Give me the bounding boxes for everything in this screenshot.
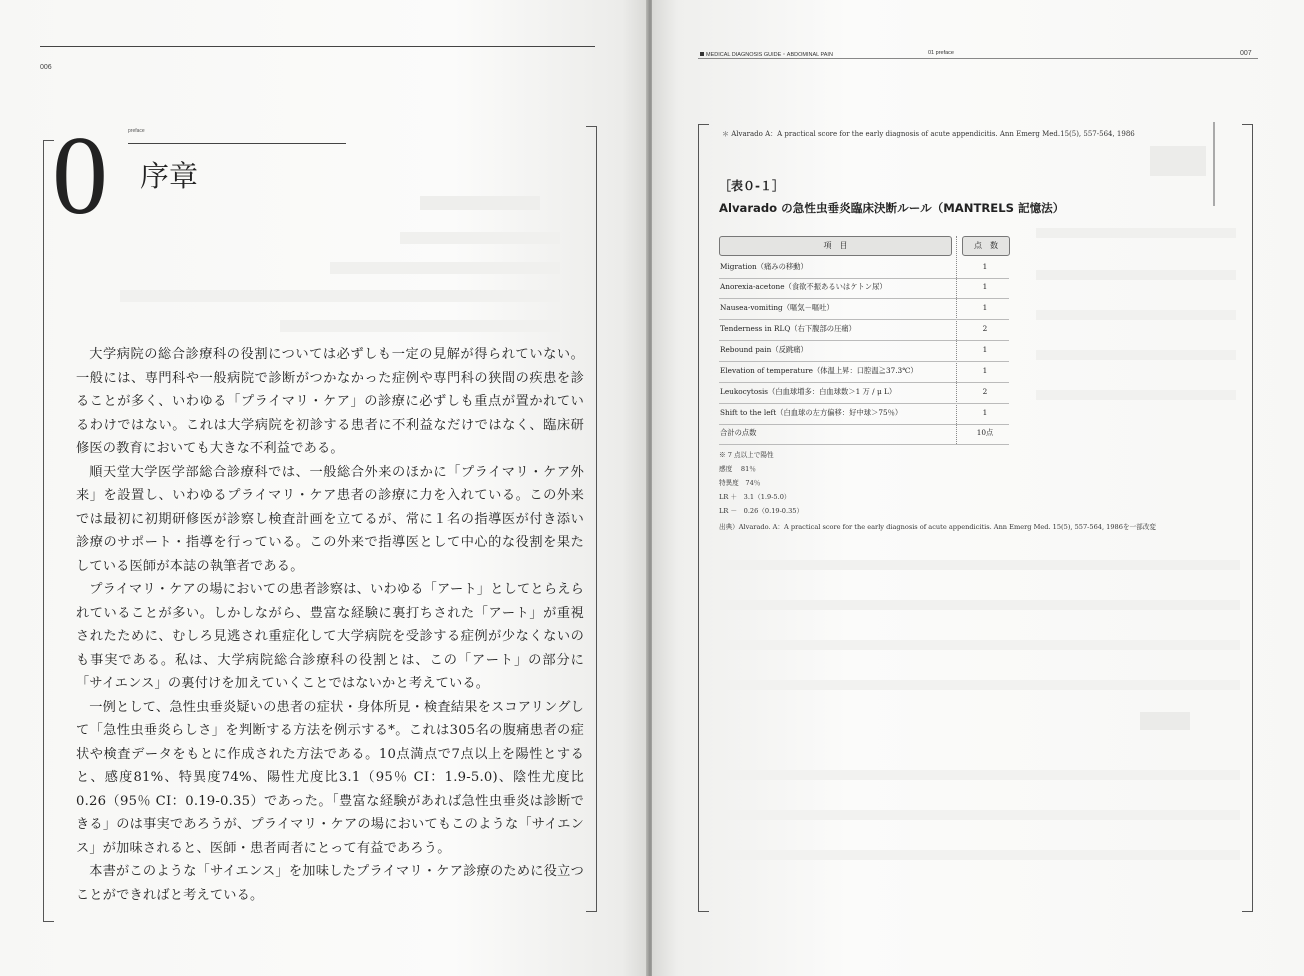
table-row [719,258,1009,279]
right-frame-bracket [586,126,597,912]
footnote-reference: ＊ Alvarado A：A practical score for the early diagnosis of acute appendicitis. Ann Emerg Med.15(5), 557-564, 1986 [722,130,1135,138]
running-rule [698,58,1258,59]
table-note: ※ 7 点以上で陽性 [719,451,774,459]
show-through-block [420,196,540,210]
paragraph: プライマリ・ケアの場においての患者診察は、いわゆる「アート」としてとらえられていることが多い。しかしながら、豊富な経験に裏打ちされた「アート」が重視されたために、むしろ見逃され重症化して大学病院を受診する症例が少なくないのも事実である。私は、大学病院総合診療科の役割とは、この「アート」の部分に「サイエンス」の裏付けを加えていくことではないかと考えている。 [76,582,584,691]
table-title: Alvarado の急性虫垂炎臨床決断ルール（MANTRELS 記憶法） [719,201,1065,215]
table-header-item: 項 目 [719,236,952,256]
table-note: 感度 81％ [719,465,756,473]
running-head-section: 01 preface [928,50,954,56]
right-page [652,0,1304,976]
table-row [719,362,1009,383]
row-item: Anorexia-acetone（食欲不振あるいはケトン尿） [720,282,887,291]
row-item: Elevation of temperature（体温上昇：口腔温≧37.3℃） [720,366,918,375]
show-through-block [1036,270,1236,280]
show-through-block [720,810,1240,820]
show-through-block [280,320,560,332]
table-row [719,320,1009,341]
chapter-number: 0 [52,114,108,238]
row-item: Shift to the left（白血球の左方偏移：好中球＞75％） [720,408,903,417]
row-item: Rebound pain（反跳痛） [720,345,808,354]
table-row [719,404,1009,425]
running-rule [40,46,595,47]
row-score: 1 [982,345,988,354]
show-through-block [1036,350,1236,360]
row-item: Leukocytosis（白血球増多：白血球数＞1 万 / μ L） [720,387,897,396]
show-through-heading [1150,146,1206,176]
table-note: LR － 0.26（0.19-0.35） [719,507,804,515]
show-through-block [1140,712,1190,730]
paragraph: 順天堂大学医学部総合診療科では、一般総合外来のほかに「プライマリ・ケア外来」を設置し、いわゆるプライマリ・ケア患者の診療に力を入れている。この外来では最初に初期研修医が診察し検査計画を立てるが、常に１名の指導医が付き添い診療のサポート・指導を行っている。この外来で指導医として中心的な役割を果たしている医師が本誌の執筆者である。 [76,464,584,574]
row-score: 1 [982,408,988,417]
row-score: 1 [982,262,988,271]
chapter-rule [128,143,346,144]
paragraph: 一例として、急性虫垂炎疑いの患者の症状・身体所見・検査結果をスコアリングして「急性虫垂炎らしさ」を判断する方法を例示する*。これは305名の腹痛患者の症状や検査データをもとに作成された方法である。10点満点で7点以上を陽性とすると、感度81%、特異度74%、陽性尤度比3.1（95％ CI：1.9-5.0)、陰性尤度比0.26（95％ CI：0.19-0.35）であった。「豊富な経験があれば急性虫垂炎は診断できる」のは事実であろうが、プライマリ・ケアの場においてもこのような「サイエンス」が加味されると、医師・患者両者にとって有益であろう。 [76,699,584,856]
table-row-total [719,424,1009,445]
row-score: 2 [982,387,988,396]
table-note: LR ＋ 3.1（1.9-5.0） [719,493,791,501]
show-through-block [1036,310,1236,320]
row-score: 2 [982,324,988,333]
table-note: 特異度 74％ [719,479,761,487]
show-through-block [330,262,560,274]
show-through-block [720,640,1240,650]
show-through-block [720,680,1240,690]
row-item: Tenderness in RLQ（右下腹部の圧痛） [720,324,856,333]
show-through-block [720,770,1240,780]
running-head: MEDICAL DIAGNOSIS GUIDE・ABDOMINAL PAIN [700,50,833,58]
row-score: 1 [982,366,988,375]
left-frame-bracket [698,124,709,912]
row-item: Migration（痛みの移動） [720,262,808,271]
chapter-label: preface [128,128,145,134]
table-label: ［表０-１］ [719,179,784,193]
table-row [719,278,1009,299]
show-through-block [1036,390,1236,400]
table-source: 出典）Alvarado. A：A practical score for the early diagnosis of acute appendicitis. Ann Emerg Med. 15(5), 557-564, 1986を一部改変 [719,523,1156,531]
table-row [719,341,1009,362]
right-page-number: 007 [1240,50,1252,57]
show-through-block [720,600,1240,610]
row-score: 10点 [976,428,994,437]
table-row [719,299,1009,320]
paragraph: 本書がこのような「サイエンス」を加味したプライマリ・ケア診療のために役立つことができればと考えている。 [76,864,584,903]
square-bullet-icon [700,52,704,56]
show-through-block [720,560,1240,570]
show-through-block [120,290,560,302]
left-page [0,0,648,976]
right-frame-bracket [1242,124,1253,912]
chapter-title: 序章 [140,159,199,193]
row-score: 1 [982,282,988,291]
show-through-block [1036,228,1236,238]
left-page-number: 006 [40,64,52,71]
left-frame-bracket [43,140,54,922]
show-through-block [720,850,1240,860]
table-row [719,383,1009,404]
row-score: 1 [982,303,988,312]
table-header-score: 点 数 [962,236,1010,256]
paragraph: 大学病院の総合診療科の役割については必ずしも一定の見解が得られていない。一般には、専門科や一般病院で診断がつかなかった症例や専門科の狭間の疾患を診ることが多く、いわゆる「プライマリ・ケア」の診療に必ずしも重点が置かれているわけではない。これは大学病院を初診する患者に不利益なだけではなく、臨床研修医の教育においても大きな不利益である。 [76,347,584,456]
show-through-block [400,232,560,244]
body-text [76,343,584,907]
row-item: 合計の点数 [720,428,757,437]
row-item: Nausea-vomiting（嘔気－嘔吐） [720,303,834,312]
